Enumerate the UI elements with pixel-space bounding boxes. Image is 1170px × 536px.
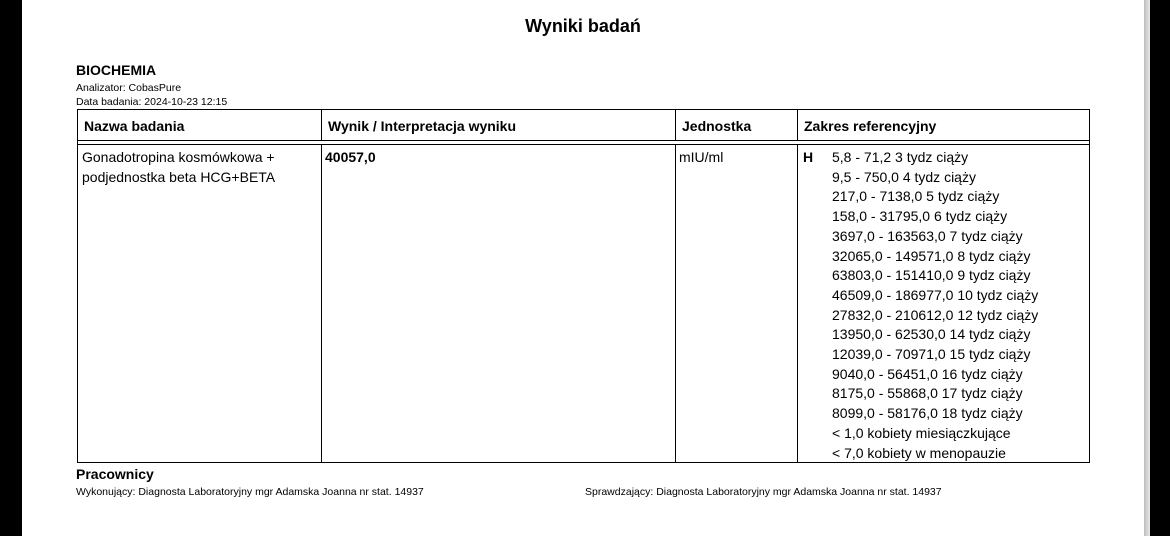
reference-range-item: 5,8 - 71,2 3 tydz ciąży — [832, 149, 969, 165]
reference-range-item: 8099,0 - 58176,0 18 tydz ciąży — [832, 405, 1023, 422]
test-date: Data badania: 2024-10-23 12:15 — [76, 96, 228, 108]
reference-range-item: < 7,0 kobiety w menopauzie — [832, 444, 1006, 461]
reference-range-list — [832, 148, 1038, 463]
verifier-info: Sprawdzający: Diagnosta Laboratoryjny mgr Adamska Joanna nr stat. 14937 — [585, 486, 942, 498]
test-name-line1: Gonadotropina kosmówkowa + — [82, 149, 275, 165]
reference-range-item: 27832,0 - 210612,0 12 tydz ciąży — [832, 306, 1039, 323]
header-gap — [78, 141, 1089, 145]
reference-range-item: 12039,0 - 70971,0 15 tydz ciąży — [832, 346, 1031, 363]
test-name-cell — [82, 148, 275, 187]
analyzer-info: Analizator: CobasPure — [76, 82, 182, 94]
unit-value: mIU/ml — [679, 149, 724, 165]
table-header — [78, 110, 1089, 141]
header-test-name: Nazwa badania — [84, 118, 185, 134]
section-title: BIOCHEMIA — [76, 62, 157, 78]
column-divider — [797, 110, 798, 462]
reference-range-item: 8175,0 - 55868,0 17 tydz ciąży — [832, 385, 1023, 402]
reference-range-item: 13950,0 - 62530,0 14 tydz ciąży — [832, 326, 1031, 343]
reference-range-item: < 1,0 kobiety miesiączkujące — [832, 424, 1011, 441]
reference-range-item: 32065,0 - 149571,0 8 tydz ciąży — [832, 247, 1031, 264]
header-unit: Jednostka — [682, 118, 752, 134]
high-flag: H — [803, 149, 814, 165]
reference-range-item: 9,5 - 750,0 4 tydz ciąży — [832, 168, 976, 185]
reference-range-item: 46509,0 - 186977,0 10 tydz ciąży — [832, 286, 1039, 303]
reference-range-item: 63803,0 - 151410,0 9 tydz ciąży — [832, 267, 1031, 284]
staff-section-title: Pracownicy — [76, 466, 154, 482]
reference-range-item: 158,0 - 31795,0 6 tydz ciąży — [832, 208, 1008, 225]
page-edge — [1144, 0, 1150, 536]
reference-range-item: 217,0 - 7138,0 5 tydz ciąży — [832, 188, 1000, 205]
results-table — [77, 109, 1090, 463]
report-page — [22, 0, 1144, 536]
column-divider — [321, 110, 322, 462]
test-name-line2: podjednostka beta HCG+BETA — [82, 168, 276, 185]
result-value: 40057,0 — [325, 149, 376, 165]
reference-range-item: 3697,0 - 163563,0 7 tydz ciąży — [832, 227, 1023, 244]
reference-range-item: 9040,0 - 56451,0 16 tydz ciąży — [832, 365, 1023, 382]
header-result: Wynik / Interpretacja wyniku — [328, 118, 517, 134]
header-reference: Zakres referencyjny — [804, 118, 937, 134]
page-title: Wyniki badań — [525, 16, 641, 36]
column-divider — [675, 110, 676, 462]
performer-info: Wykonujący: Diagnosta Laboratoryjny mgr Adamska Joanna nr stat. 14937 — [76, 486, 424, 498]
